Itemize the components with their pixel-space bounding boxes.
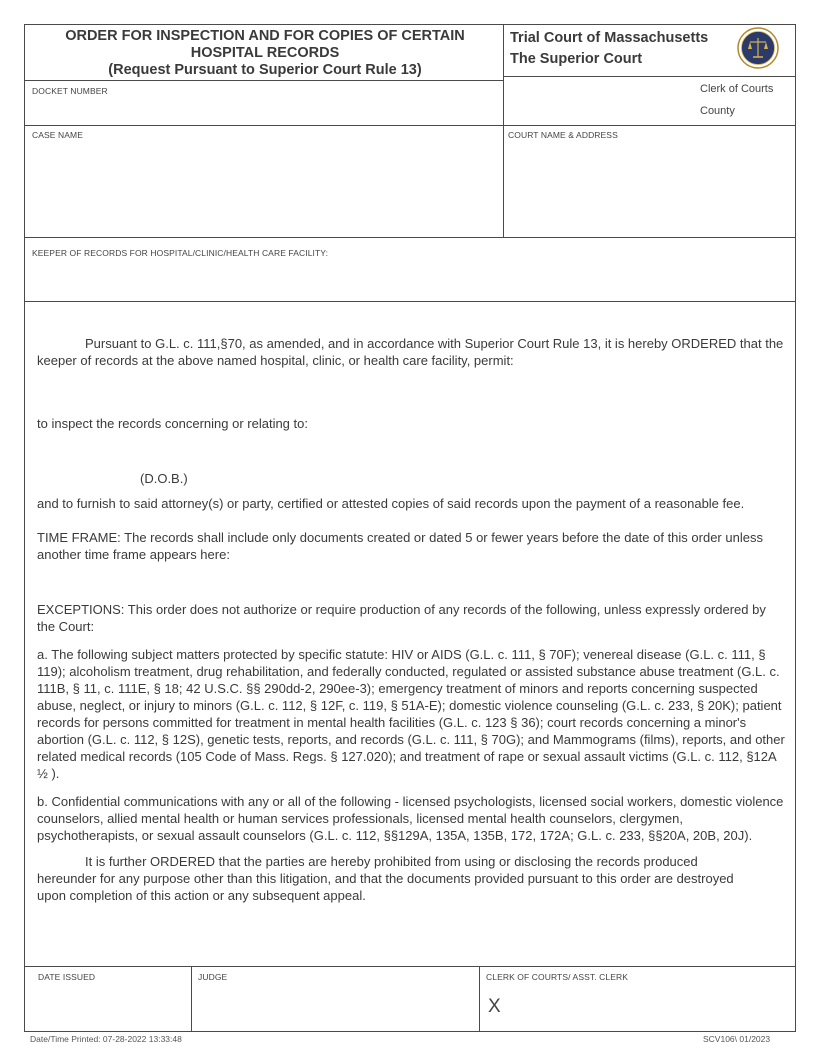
date-issued-label: DATE ISSUED xyxy=(38,972,96,982)
court-name-address-label: COURT NAME & ADDRESS xyxy=(508,130,618,140)
clerk-signature-x-mark: X xyxy=(488,996,501,1017)
exception-b-paragraph: b. Confidential communications with any or all of the following - licensed psychologists, licensed social workers, domestic violence counselors, allied mental health or human services professionals, licensed mental health counselors, clergymen, psychotherapists, or sexual assault counselors (G.L. c. 112, §§129A, 135A, 135B, 172, 172A; G.L. c. 233, §§20A, 20B, 20J). xyxy=(37,794,784,843)
signature-divider-1 xyxy=(191,966,192,1032)
further-ordered-paragraph: It is further ORDERED that the parties are hereby prohibited from using or disclosing the records produced hereunder for any purpose other than this litigation, and that the documents provided pursuant to this order are destroyed upon completion of this action or any subsequent appeal. xyxy=(37,854,734,903)
title-line-3: (Request Pursuant to Superior Court Rule 13) xyxy=(108,62,422,78)
docket-number-label: DOCKET NUMBER xyxy=(32,86,108,96)
exceptions-paragraph: EXCEPTIONS: This order does not authorize or require production of any records of the following, unless expressly ordered by the Court: xyxy=(37,602,766,634)
case-bottom-line xyxy=(24,237,796,238)
furnish-paragraph: and to furnish to said attorney(s) or party, certified or attested copies of said records upon the payment of a reasonable fee. xyxy=(37,496,745,511)
frame-top xyxy=(24,24,796,25)
form-title xyxy=(40,28,490,79)
county-text: County xyxy=(700,105,735,117)
clerk-signature-label: CLERK OF COURTS/ ASST. CLERK xyxy=(486,972,628,982)
frame-left xyxy=(24,24,25,1032)
judge-label: JUDGE xyxy=(198,972,228,982)
court-underline xyxy=(503,76,796,77)
clerk-of-courts-text: Clerk of Courts xyxy=(700,83,774,95)
time-frame-paragraph: TIME FRAME: The records shall include only documents created or dated 5 or fewer years before the date of this order unless another time frame appears here: xyxy=(37,530,763,562)
signature-top-line xyxy=(24,966,796,967)
header-divider xyxy=(503,24,504,238)
case-name-label: CASE NAME xyxy=(32,130,83,140)
docket-bottom-line xyxy=(24,125,796,126)
court-name-line-2: The Superior Court xyxy=(510,51,643,67)
date-time-printed: Date/Time Printed: 07-28-2022 13:33:48 xyxy=(30,1034,182,1044)
keeper-of-records-label: KEEPER OF RECORDS FOR HOSPITAL/CLINIC/HEALTH CARE FACILITY: xyxy=(32,248,329,258)
order-paragraph: Pursuant to G.L. c. 111,§70, as amended, and in accordance with Superior Court Rule 13, it is hereby ORDERED that the keeper of records at the above named hospital, clinic, or health care facility, permit: xyxy=(37,336,784,368)
frame-bottom xyxy=(24,1031,796,1032)
title-underline xyxy=(24,80,504,81)
keeper-bottom-line xyxy=(24,301,796,302)
title-line-1: ORDER FOR INSPECTION AND FOR COPIES OF CERTAIN xyxy=(65,28,465,44)
frame-right xyxy=(795,24,796,1032)
inspect-paragraph: to inspect the records concerning or relating to: xyxy=(37,416,308,431)
exception-a-paragraph: a. The following subject matters protected by specific statute: HIV or AIDS (G.L. c. 111, § 70F); venereal disease (G.L. c. 111, § 119); alcoholism treatment, drug rehabilitation, and federally conducted, regulated or assisted substance abuse treatment (G.L. c. 111B, § 11, c. 111E, § 18; 42 U.S.C. §§ 290dd-2, 290ee-3); emergency treatment of minors and reports concerning suspected abuse, neglect, or injury to minors (G.L. c. 112, § 12F, c. 119, § 51A-E); domestic violence counseling (G.L. c. 233, § 20K); patient records for persons committed for treatment in mental health facilities (G.L. c. 123 § 36); court records concerning a minor's abortion (G.L. c. 112, § 12S), genetic tests, reports, and records (G.L. c. 111, § 70G); and Mammograms (films), reports, and other related medical records (105 Code of Mass. Regs. § 127.020); and treatment of rape or sexual assault victims (G.L. c. 112, §12A ½ ). xyxy=(37,647,785,781)
signature-divider-2 xyxy=(479,966,480,1032)
court-name-line-1: Trial Court of Massachusetts xyxy=(510,30,709,46)
form-id: SCV106\ 01/2023 xyxy=(703,1034,771,1044)
title-line-2: HOSPITAL RECORDS xyxy=(190,45,340,61)
court-seal-icon xyxy=(737,27,779,69)
dob-label: (D.O.B.) xyxy=(140,471,188,486)
